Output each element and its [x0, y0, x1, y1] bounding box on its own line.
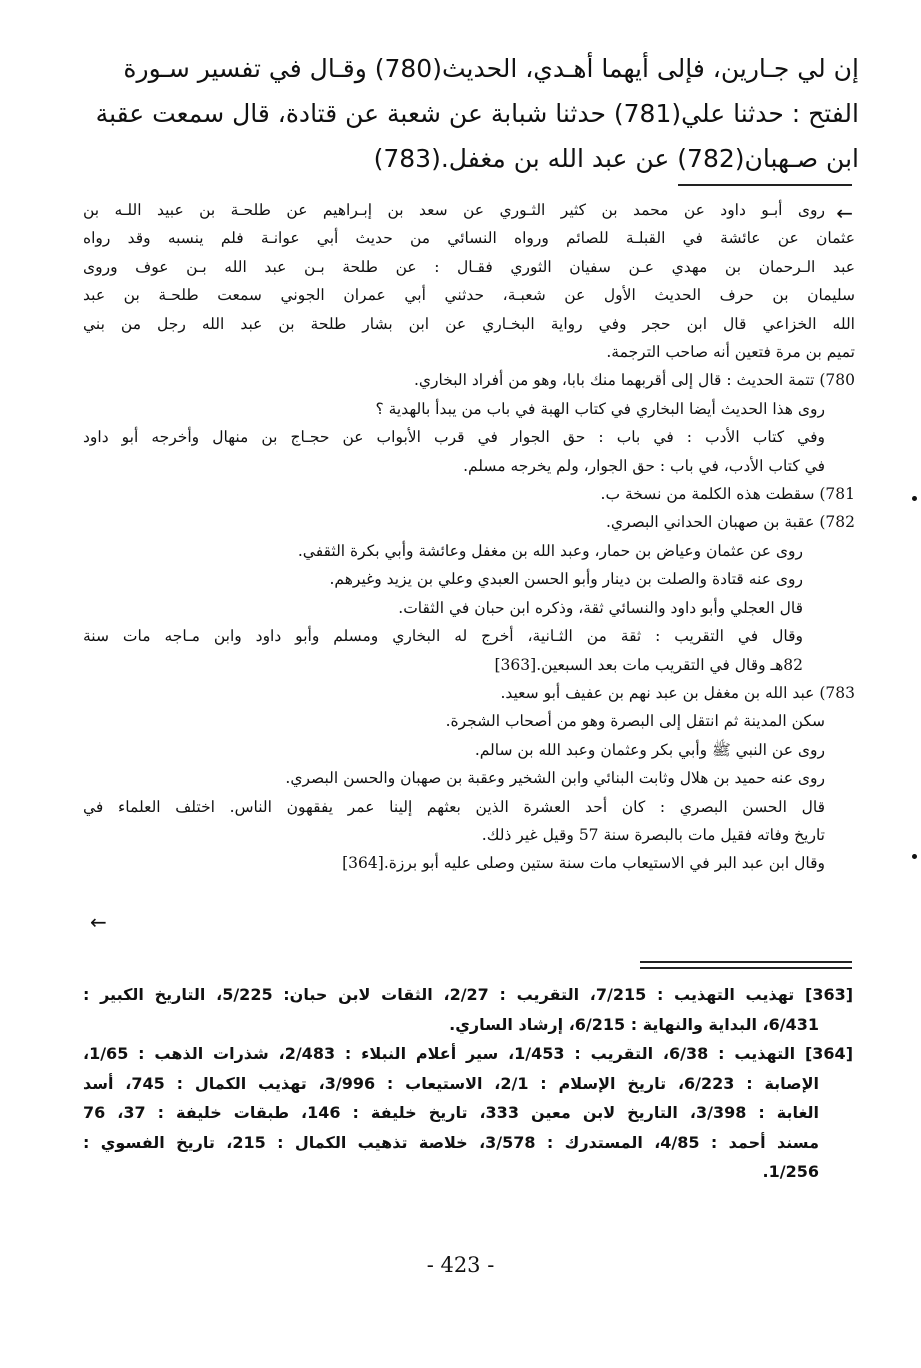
footnote-line: 1/256.: [762, 1162, 819, 1181]
commentary-line: تاريخ وفاته فقيل مات بالبصرة سنة 57 وقيل غير ذلك.: [481, 825, 825, 844]
footnote-line: الإصابة : 6/223، تاريخ الإسلام : 2/1، الاستيعاب : 3/996، تهذيب الكمال : 745، أسد: [83, 1073, 820, 1093]
main-line: الفتح : حدثنا علي(781) حدثنا شبابة عن شعبة عن قتادة، قال سمعت عقبة: [95, 99, 859, 128]
footnotes: [83, 980, 853, 1187]
commentary-line: روى أبـو داود عن محمد بن كثير الثـوري عن سعد بن إبـراهيم عن طلحـة بن عبيد اللـه بن: [83, 201, 825, 219]
commentary-line: قال العجلي وأبو داود والنسائي ثقة، وذكره ابن حبان في الثقات.: [398, 598, 803, 617]
commentary-line: 82هـ وقال في التقريب مات بعد السبعين.[363]: [494, 655, 803, 674]
commentary-line: روى عنه قتادة والصلت بن دينار وأبو الحسن العبدي وعلي بن يزيد وغيرهم.: [329, 570, 803, 589]
footnote-separator: [640, 961, 852, 969]
footnote-line: [363] تهذيب التهذيب : 7/215، التقريب : 2/27، الثقات لابن حبان: 5/225، التاريخ الكبير :: [83, 985, 853, 1004]
footnote-line: 6/431، البداية والنهاية : 6/215، إرشاد الساري.: [449, 1014, 819, 1034]
commentary-line: الله الخزاعي قال ابن حجر وفي رواية البخـاري عن ابن بشار طلحة بن عبد الله رجل من بني: [83, 314, 855, 333]
note-heading: 780) تتمة الحديث : قال إلى أقربهما منك بابا، وهو من أفراد البخاري.: [413, 371, 855, 390]
left-arrow-icon: ←: [90, 910, 107, 934]
commentary-line: سكن المدينة ثم انتقل إلى البصرة وهو من أصحاب الشجرة.: [445, 712, 825, 731]
commentary: [83, 196, 855, 878]
commentary-line: عثمان عن عائشة في القبلـة للصائم ورواه النسائي من حديث أبي عوانـة فلم ينسبه وقد رواه: [83, 229, 855, 248]
separator-rule: [678, 184, 852, 186]
main-line: ابن صـهبان(782) عن عبد الله بن مغفل.(783): [373, 144, 859, 173]
commentary-line: وقال ابن عبد البر في الاستيعاب مات سنة ستين وصلى عليه أبو برزة.[364]: [342, 854, 825, 873]
commentary-line: عبد الـرحمان بن مهدي عـن سفيان الثوري فقـال : عن طلحة بـن عبد الله بـن عوف وروى: [83, 257, 855, 276]
commentary-line: وقال في التقريب : ثقة من الثـانية، أخرج له البخاري ومسلم وأبو داود وابن مـاجه مات سنة: [83, 627, 803, 646]
commentary-line: روى عن النبي ﷺ وأبي بكر وعثمان وعبد الله بن سالم.: [474, 740, 825, 759]
commentary-line: سليمان بن حرف الحديث الأول عن شعبـة، حدثني أبي عمران الجوني سمعت طلحـة بن عبد: [83, 286, 855, 305]
left-arrow-icon: ←: [836, 201, 853, 225]
footnote-line: مسند أحمد : 4/85، المستدرك : 3/578، خلاصة تذهيب الكمال : 215، تاريخ الفسوي :: [83, 1132, 819, 1152]
page-number: - 423 -: [426, 1253, 495, 1277]
scan-mark: [912, 854, 917, 859]
commentary-line: روى عن عثمان وعياض بن حمار، وعبد الله بن مغفل وعائشة وأبي بكرة الثقفي.: [297, 541, 803, 560]
commentary-line: روى عنه حميد بن هلال وثابت البنائي وابن الشخير وعقبة بن صهبان والحسن البصري.: [285, 769, 825, 788]
commentary-line: وفي كتاب الأدب : في باب : حق الجوار في قرب الأبواب عن حجـاج بن منهال وأخرجه أبو داود: [83, 428, 825, 447]
main-text: [59, 46, 859, 181]
commentary-line: روى هذا الحديث أيضا البخاري في كتاب الهبة في باب من يبدأ بالهدية ؟: [375, 399, 825, 418]
main-line: إن لي جـارين، فإلى أيهما أهـدي، الحديث(780) وقـال في تفسير سـورة: [123, 54, 859, 83]
commentary-line: قال الحسن البصري : كان أحد العشرة الذين بعثهم إلينا عمر يفقهون الناس. اختلف العلماء في: [83, 797, 825, 816]
commentary-line: في كتاب الأدب، في باب : حق الجوار، ولم يخرجه مسلم.: [463, 456, 825, 475]
commentary-line: تميم بن مرة فتعين أنه صاحب الترجمة.: [606, 343, 855, 362]
scan-mark: [912, 496, 917, 501]
footnote-line: [364] التهذيب : 6/38، التقريب : 1/453، سير أعلام النبلاء : 2/483، شذرات الذهب : 1/65،: [83, 1044, 853, 1063]
note-heading: 782) عقبة بن صهبان الحداني البصري.: [605, 513, 855, 532]
note-heading: 783) عبد الله بن مغفل بن عبد نهم بن عفيف أبو سعيد.: [500, 683, 855, 702]
footnote-line: الغابة : 3/398، التاريخ لابن معين 333، تاريخ خليفة : 146، طبقات خليفة : 37، 76: [83, 1103, 820, 1122]
note-heading: 781) سقطت هذه الكلمة من نسخة ب.: [600, 485, 855, 504]
